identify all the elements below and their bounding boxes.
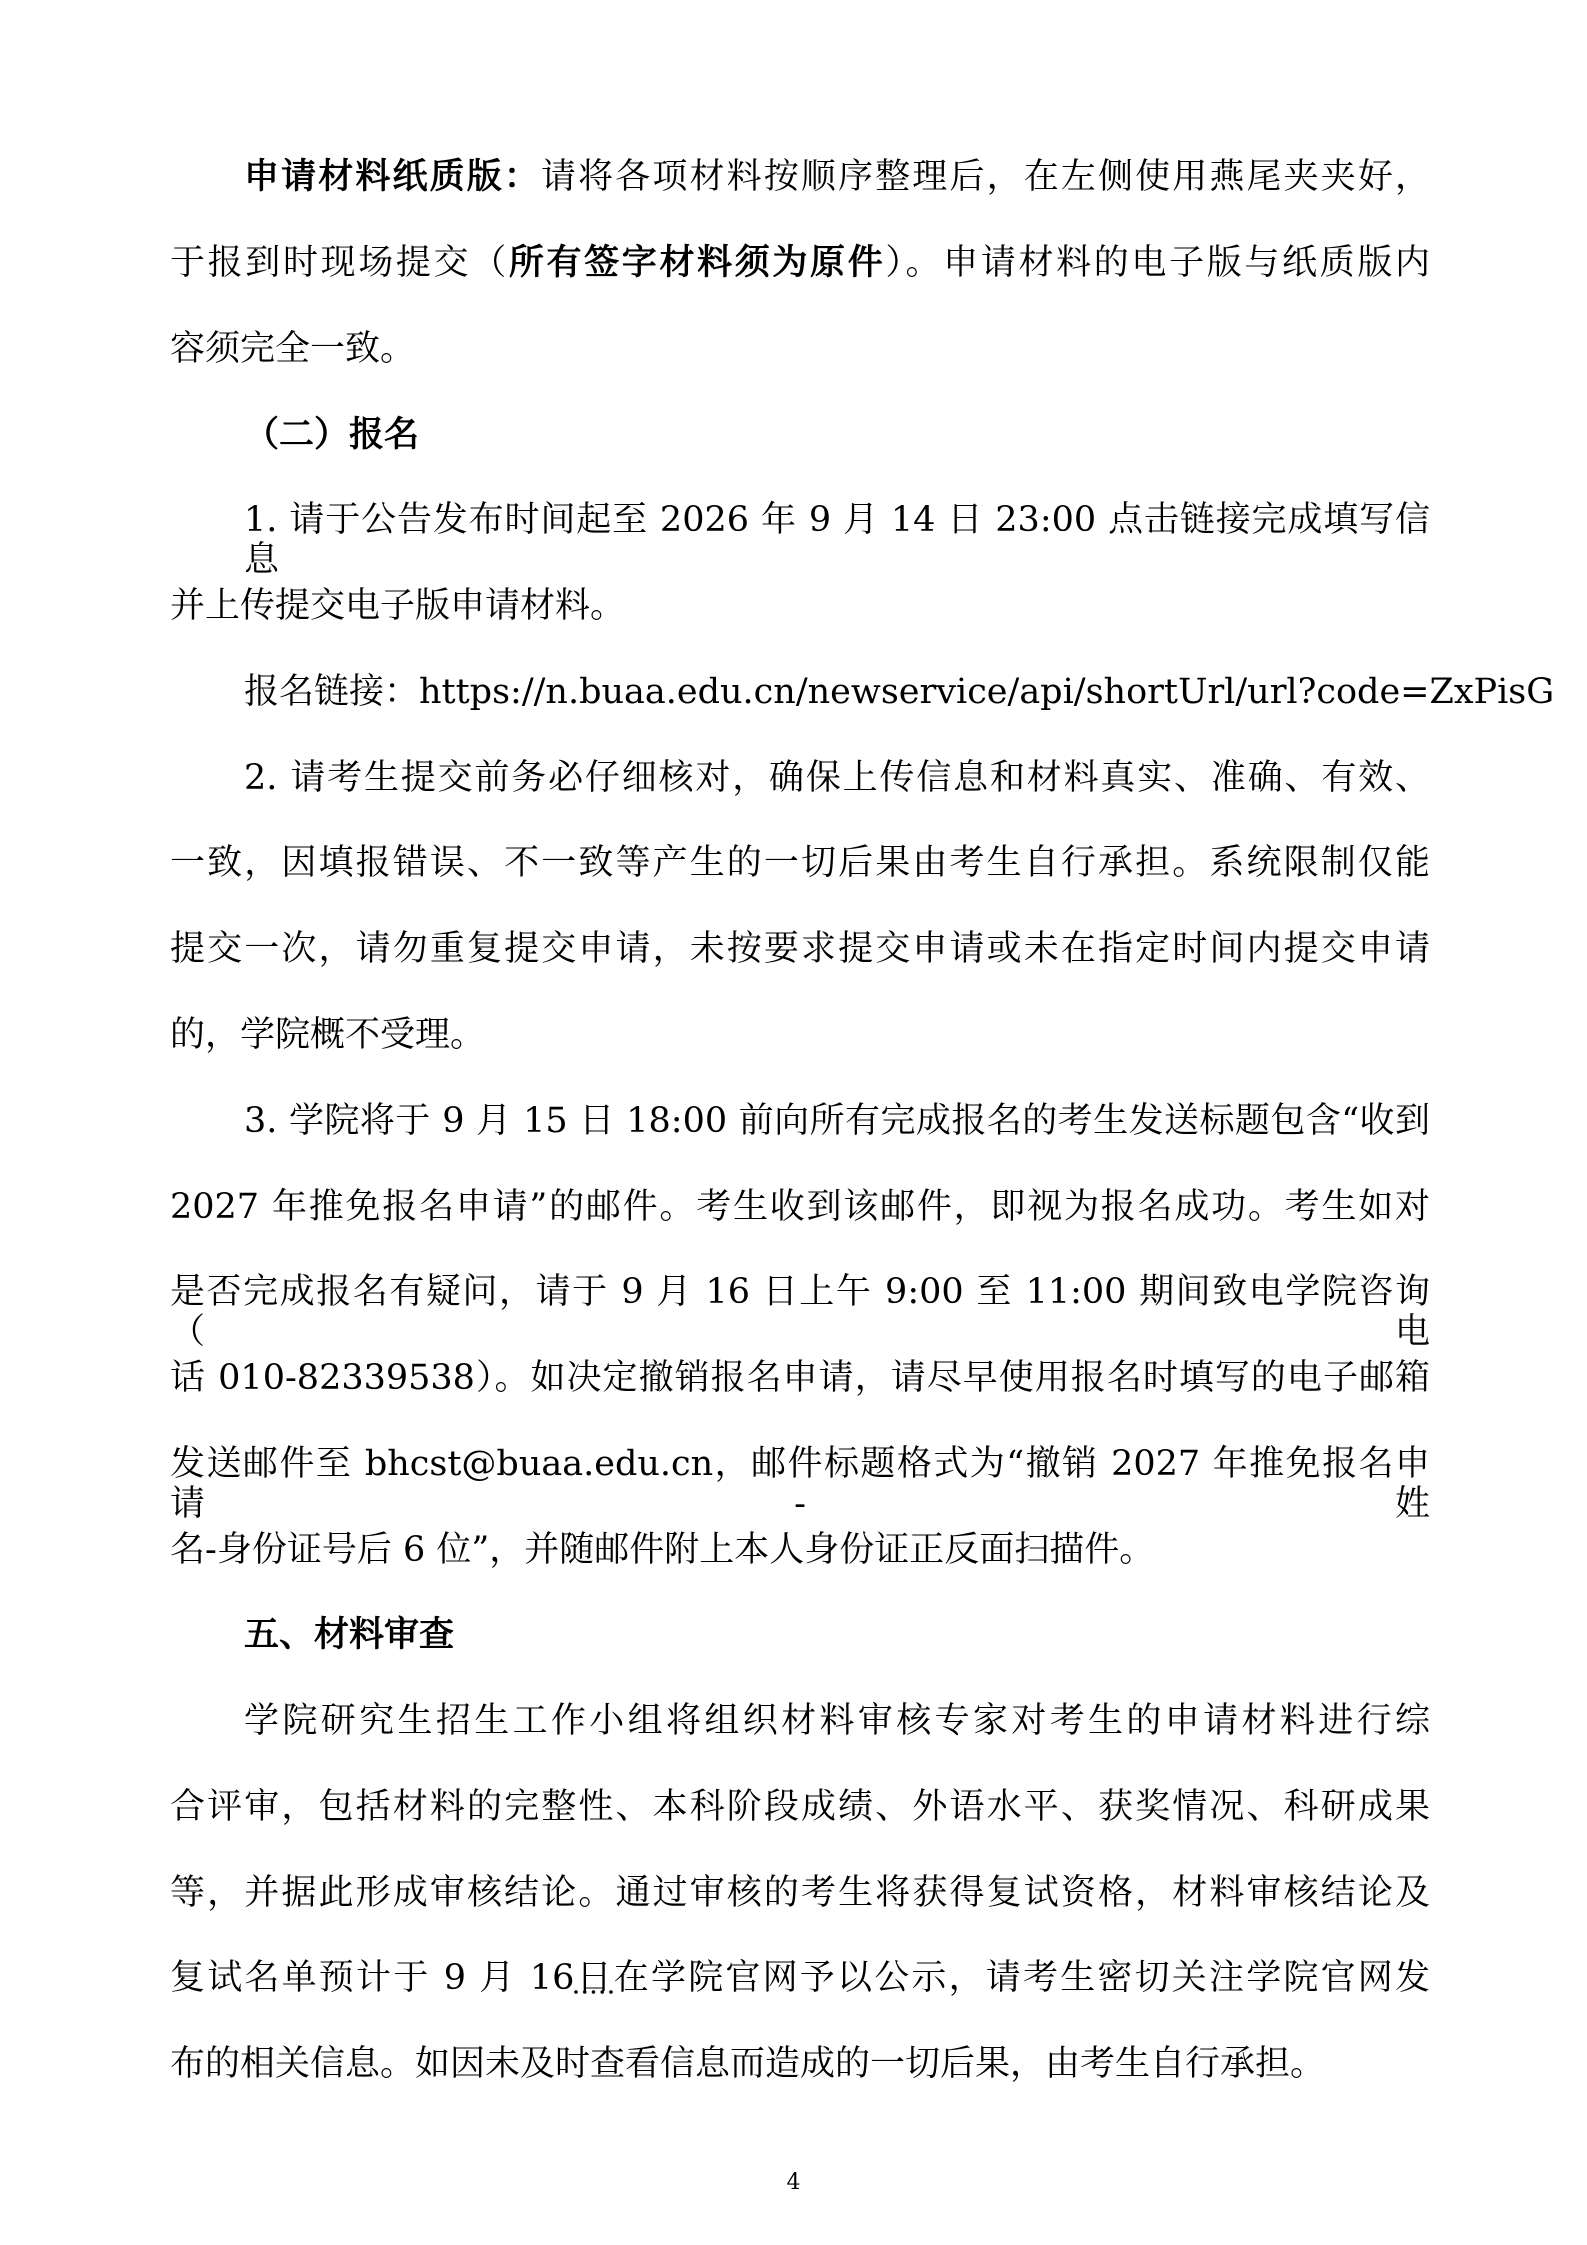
registration-item-1-line-1: 1. 请于公告发布时间起至 2026 年 9 月 14 日 23:00 点击链接完成填写信息 [244,500,1430,580]
review-line-1: 学院研究生招生工作小组将组织材料审核专家对考生的申请材料进行综 [244,1701,1430,1741]
original-signature-note: 所有签字材料须为原件 [508,242,886,283]
paper-materials-text: 于报到时现场提交（ [170,243,509,283]
registration-link-line [244,672,1555,712]
registration-item-2-line-3: 提交一次，请勿重复提交申请，未按要求提交申请或未在指定时间内提交申请 [170,929,1430,969]
page-number: 4 [786,2170,801,2195]
registration-section-title: （二）报名 [244,414,420,455]
registration-item-1-line-2: 并上传提交电子版申请材料。 [170,586,626,626]
registration-item-3-line-2: 2027 年推免报名申请”的邮件。考生收到该邮件，即视为报名成功。考生如对 [170,1187,1430,1227]
registration-item-2-line-2: 一致，因填报错误、不一致等产生的一切后果由考生自行承担。系统限制仅能 [170,843,1430,883]
paper-materials-text: 请将各项材料按顺序整理后，在左侧使用燕尾夹夹好， [541,157,1430,197]
registration-item-3-line-3: 是否完成报名有疑问，请于 9 月 16 日上午 9:00 至 11:00 期间致电学院咨询（电 [170,1272,1430,1352]
review-line-3: 等，并据此形成审核结论。通过审核的考生将获得复试资格，材料审核结论及 [170,1873,1430,1913]
review-line-4 [170,1958,1430,1998]
registration-link-url[interactable]: https://n.buaa.edu.cn/newservice/api/shortUrl/url?code=ZxPisG [419,672,1555,712]
registration-item-3-line-4: 话 010-82339538）。如决定撤销报名申请，请尽早使用报名时填写的电子邮箱 [170,1358,1430,1398]
paper-materials-text: ）。申请材料的电子版与纸质版内 [885,243,1430,283]
registration-item-2-line-4: 的，学院概不受理。 [170,1015,486,1055]
registration-item-3-line-5: 发送邮件至 bhcst@buaa.edu.cn，邮件标题格式为“撤销 2027 年推免报名申请-姓 [170,1444,1430,1524]
paper-materials-line-3: 容须完全一致。 [170,329,416,369]
review-text: 在学院官网予以公示，请考生密切关注学院官网发 [613,1958,1430,1998]
registration-link-label: 报名链接： [244,672,420,712]
review-section-title: 五、材料审查 [244,1614,455,1655]
review-text: 复试名单预计于 9 月 16 [170,1958,575,1998]
review-line-5: 布的相关信息。如因未及时查看信息而造成的一切后果，由考生自行承担。 [170,2044,1326,2084]
paper-materials-line-1 [244,157,1430,197]
registration-item-3-line-1: 3. 学院将于 9 月 15 日 18:00 前向所有完成报名的考生发送标题包含“收到 [244,1101,1430,1141]
paper-materials-heading: 申请材料纸质版： [244,156,542,197]
paper-materials-line-2 [170,243,1430,283]
review-line-2: 合评审，包括材料的完整性、本科阶段成绩、外语水平、获奖情况、科研成果 [170,1787,1430,1827]
registration-item-2-line-1: 2. 请考生提交前务必仔细核对，确保上传信息和材料真实、准确、有效、 [244,758,1430,798]
review-text-marked: 日 [574,1958,614,1998]
registration-item-3-line-6: 名-身份证号后 6 位”，并随邮件附上本人身份证正反面扫描件。 [170,1530,1155,1570]
